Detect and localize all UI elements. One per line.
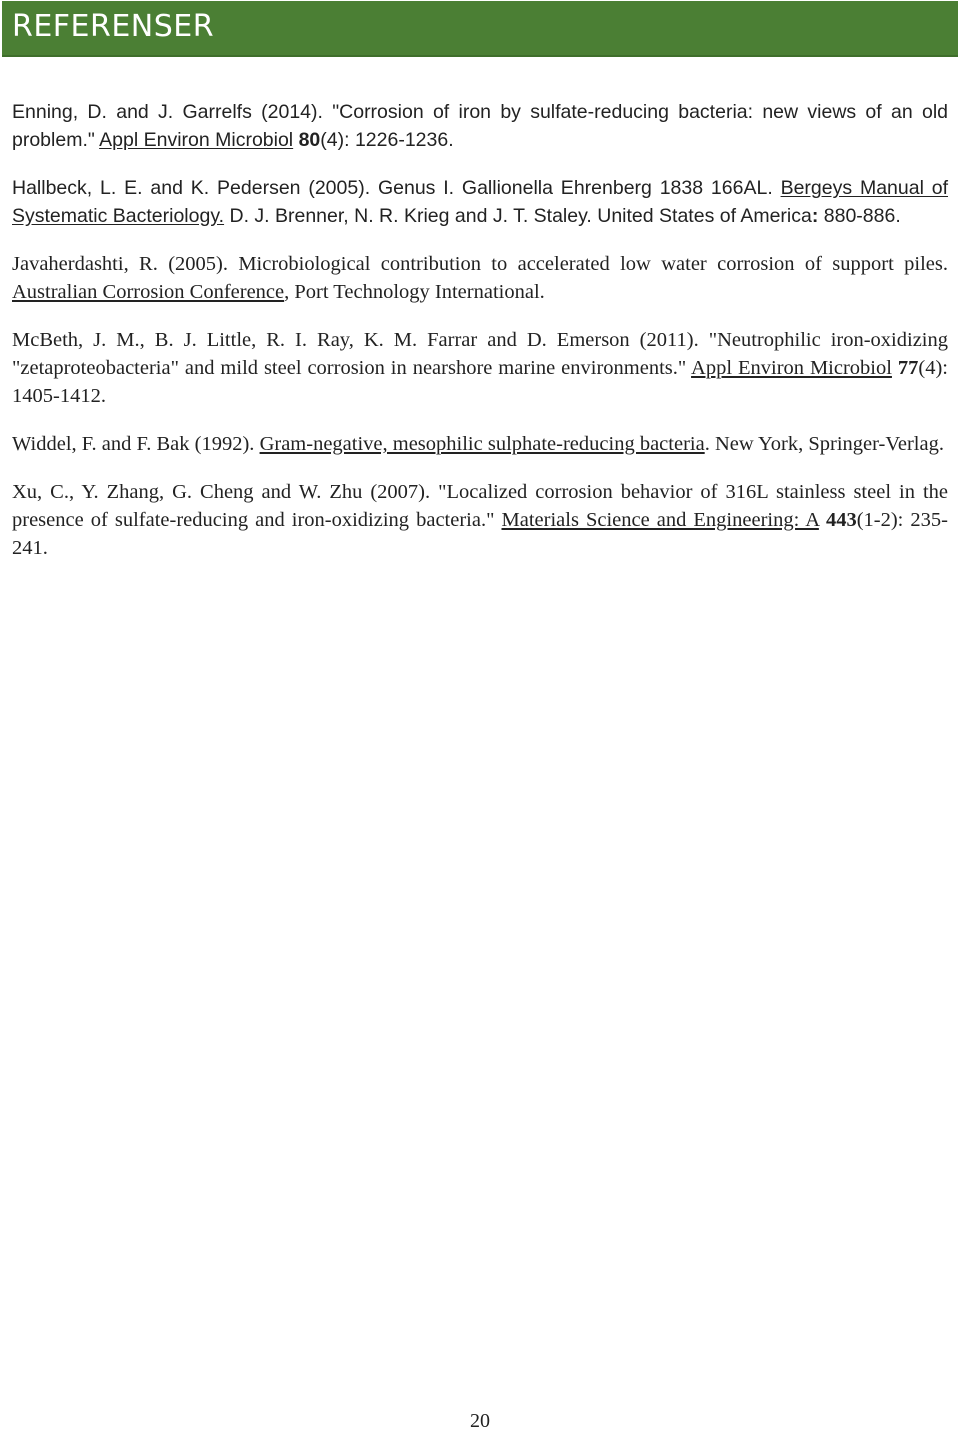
reference-list [12, 98, 948, 582]
volume-number: 77 [897, 357, 919, 379]
journal-title: Bergeys Manual of Systematic Bacteriology. [12, 177, 949, 227]
reference-text: Javaherdashti, R. (2005). Microbiological contribution to accelerated low water corrosion of support piles. [12, 253, 948, 275]
journal-title: Australian Corrosion Conference [12, 281, 285, 303]
reference-pages: , Port Technology International. [284, 281, 545, 303]
journal-title: Appl Environ Microbiol [691, 357, 892, 379]
reference-colon: : [811, 205, 819, 227]
reference-text: Xu, C., Y. Zhang, G. Cheng and W. Zhu (2007). "Localized corrosion behavior of 316L stainless steel in the presence of sulfate-reducing and iron-oxidizing bacteria." [12, 481, 948, 531]
reference-text: Enning, D. and J. Garrelfs (2014). "Corrosion of iron by sulfate-reducing bacteria: new views of an old problem." [12, 101, 948, 151]
reference-text: McBeth, J. M., B. J. Little, R. I. Ray, K. M. Farrar and D. Emerson (2011). "Neutrophilic iron-oxidizing "zetaproteobacteria" and mild steel corrosion in nearshore marine environments." [12, 329, 948, 379]
journal-title: Materials Science and Engineering: A [501, 509, 819, 531]
reference-publisher: D. J. Brenner, N. R. Krieg and J. T. Staley. United States of America [224, 205, 812, 227]
journal-title: Gram-negative, mesophilic sulphate-reducing bacteria [259, 433, 705, 455]
reference-item [12, 326, 948, 410]
reference-item [12, 250, 948, 306]
reference-text: Widdel, F. and F. Bak (1992). [12, 433, 260, 455]
reference-item [12, 174, 948, 230]
page-number: 20 [470, 1410, 490, 1432]
section-title: REFERENSER [12, 9, 215, 44]
reference-pages: (4): 1226-1236. [320, 129, 454, 151]
volume-number: 443 [825, 509, 857, 531]
journal-title: Appl Environ Microbiol [99, 129, 294, 151]
reference-item [12, 478, 948, 562]
reference-pages: (1-2): 235-241. [12, 509, 948, 559]
reference-pages: 880-886. [818, 205, 901, 227]
reference-item [12, 430, 948, 458]
volume-number: 80 [298, 129, 321, 151]
reference-item [12, 98, 948, 154]
reference-pages: (4): 1405-1412. [12, 357, 948, 407]
reference-pages: . New York, Springer-Verlag. [704, 433, 944, 455]
reference-text: Hallbeck, L. E. and K. Pedersen (2005). Genus I. Gallionella Ehrenberg 1838 166AL. [12, 177, 781, 199]
section-header-bar [2, 1, 958, 57]
